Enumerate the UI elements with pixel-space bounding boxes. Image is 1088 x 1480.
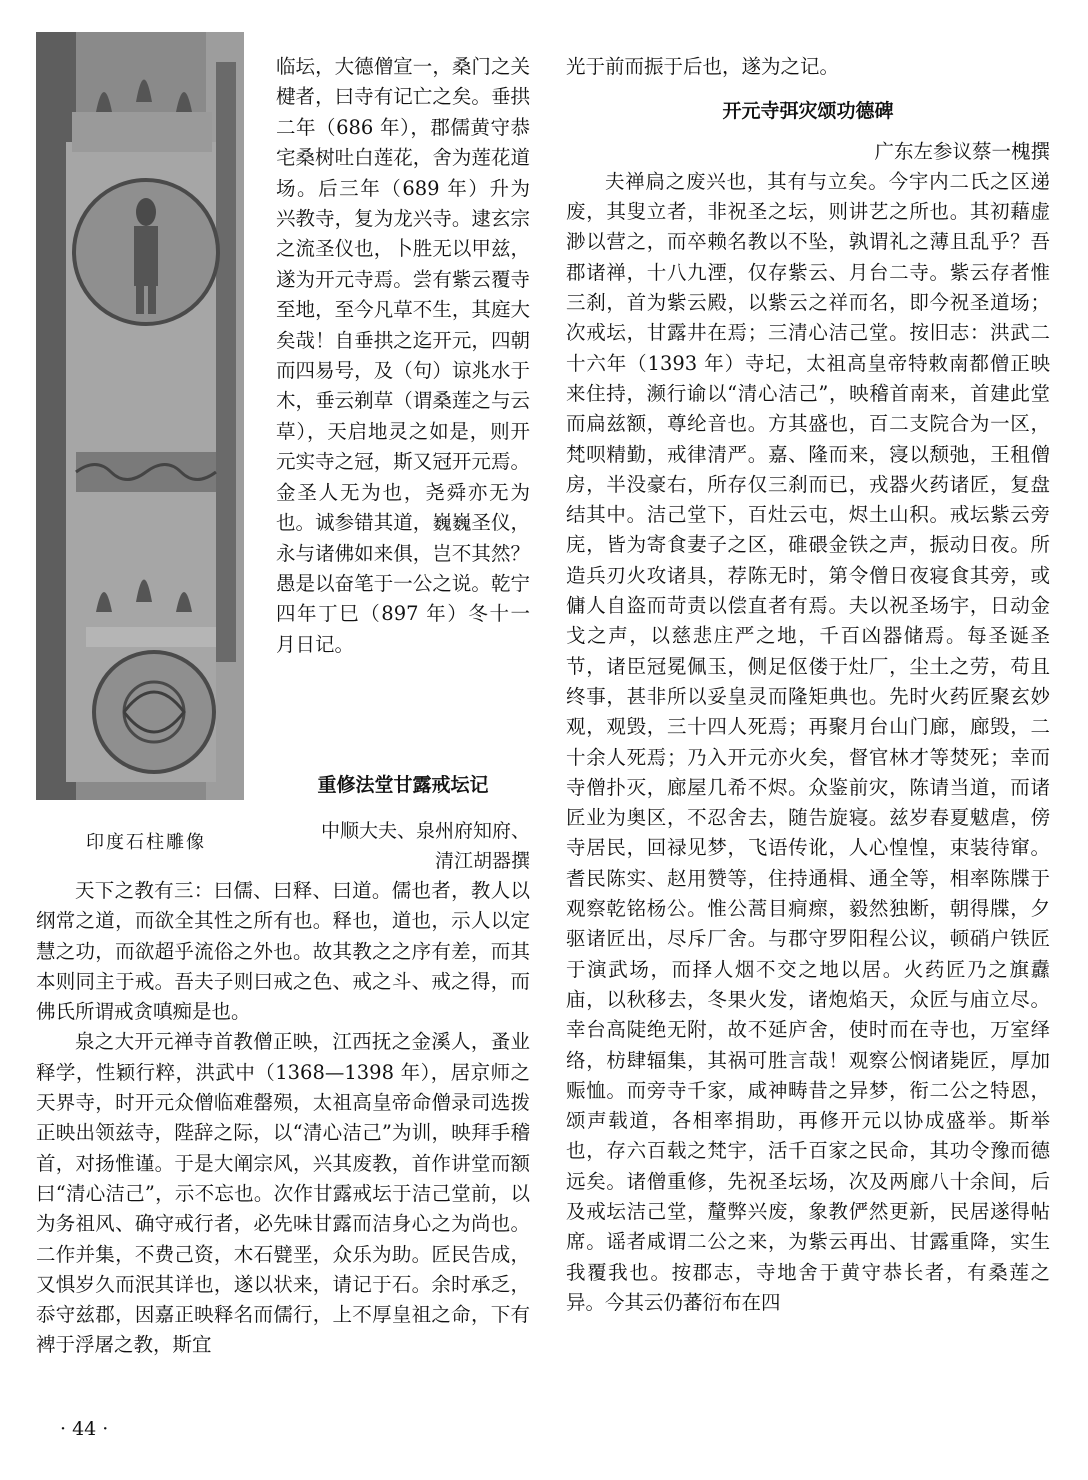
section-author xyxy=(276,816,530,876)
stele-paragraph: 夫禅扃之废兴也，其有与立矣。今宇内二氏之区递废，其叟立者，非祝圣之坛，则讲艺之所也。其初藉虚渺以营之，而卒赖名教以不坠，孰谓礼之薄且乱乎？吾郡诸禅，十八九湮，仅存紫云、月台二寺。紫云存者惟三刹，首为紫云殿，以紫云之祥而名，即今祝圣道场；次戒坛，甘露井在焉；三清心洁己堂。按旧志：洪武二十六年（1393 年）寺圮，太祖高皇帝特敕南都僧正映来住持，濒行谕以“清心洁己”，映稽首南来，首建此堂而扁兹额，尊纶音也。方其盛也，百二支院合为一区，梵呗精勤，戒律清严。嘉、隆而来，寖以颓弛，王租僧房，半没豪右，所存仅三刹而已，戎器火药诸匠，复盘结其中。洁己堂下，百灶云屯，烬土山积。戒坛紫云旁庑，皆为寄食妻子之区，碓碨金铁之声，振动日夜。所造兵刃火攻诸具，荐陈无时，第令僧日夜寝食其旁，或傭人自盗而苛责以偿直者有焉。夫以祝圣场宇，日动金戈之声，以慈悲庄严之地，千百凶器储焉。每圣诞圣节，诸臣冠冕佩玉，侧足伛偻于灶厂，尘土之劳，苟且终事，甚非所以妥皇灵而隆矩典也。先时火药匠聚玄妙观，观毁，三十四人死焉；再聚月台山门廊，廊毁，二十余人死焉；乃入开元亦火矣，督官林才等焚死；幸而寺僧扑灭，廊屋几希不烬。众鉴前灾，陈请当道，而诸匠业为奥区，不忍舍去，随告旋寝。兹岁春夏魃虐，傍寺居民，回禄见梦，飞语传讹，人心惶惶，束装待窜。耆民陈实、赵用赞等，住持通楫、通全等，相率陈牒于观察乾铭杨公。惟公蒿目痌瘝，毅然独断，朝得牒，夕驱诸匠出，尽斥厂舍。与郡守罗阳程公议，顿硝户铁匠于演武场，而择人烟不交之地以居。火药匠乃之旗纛庙，以秋移去，冬果火发，诸炮焰天，众匠与庙立尽。幸台高陡绝无附，故不延庐舍，使时而在寺也，万室绎络，枋肆辐集，其祸可胜言哉！观察公悯诸毙匠，厚加赈恤。而旁寺千家，咸神畴昔之异梦，衔二公之特恩，颂声载道，各相率捐助，再修开元以协成盛举。斯举也，存六百载之梵宇，活千百家之民命，其功令豫而德远矣。诸僧重修，先祝圣坛场，次及两廊八十余间，后及戒坛洁己堂，釐弊兴废，象教俨然更新，民居遂得帖席。谣者咸谓二公之来，为紫云再出、甘露重降，实生我覆我也。按郡志，寺地舍于黄守恭长者，有桑莲之异。今其云仍蕃衍布在四 xyxy=(566,169,1050,1314)
right-column xyxy=(566,52,1050,1318)
page-number: · 44 · xyxy=(60,1418,109,1440)
author-line-2: 清江胡器撰 xyxy=(434,850,530,872)
section-title-restore-dharma-hall: 重修法堂甘露戒坛记 xyxy=(317,774,489,796)
body-paragraph: 天下之教有三：曰儒、曰释、曰道。儒也者，教人以纲常之道，而欲全其性之所有也。释也，道也，示人以定慧之功，而欲超乎流俗之外也。故其教之之序有差，而其本则同主于戒。吾夫子则曰戒之色、戒之斗、戒之得，而佛氏所谓戒贪嗔痴是也。 xyxy=(36,879,530,1024)
middle-paragraph: 临坛，大德僧宣一，桑门之关楗者，曰寺有记亡之矣。垂拱二年（686 年），郡儒黄守恭宅桑树吐白莲花，舍为莲花道场。后三年（689 年）升为兴教寺，复为龙兴寺。逮玄宗之流圣仪也，卜胜无以甲兹，遂为开元寺焉。尝有紫云覆寺至地，至今凡草不生，其庭大矣哉！自垂拱之迄开元，四朝而四易号，及（句）谅兆水于木，垂云剃草（谓桑莲之与云草），天启地灵之如是，则开元实寺之冠，斯又冠开元焉。金圣人无为也，尧舜亦无为也。诚参错其道，巍巍圣仪，永与诸佛如来俱，岂不其然？愚是以奋笔于一公之说。乾宁四年丁巳（897 年）冬十一月日记。 xyxy=(276,55,530,656)
body-paragraph: 泉之大开元禅寺首教僧正映，江西抚之金溪人，蚤业释学，性颖行粹，洪武中（1368—1398 年），居京师之天界寺，时开元众僧临难罄殒，太祖高皇帝命僧录司选拨正映出领兹寺，陛辞之际，以“清心洁己”为训，映拜手稽首，对扬惟谨。于是大阐宗风，兴其废教，首作讲堂而额曰“清心洁己”，示不忘也。次作甘露戒坛于洁己堂前，以为务祖风、确守戒行者，必先味甘露而洁身心之为尚也。二作并集，不费己资，木石甓垩，众乐为助。匠民告成，又惧岁久而泯其详也，遂以状来，请记于石。余时承乏，忝守兹郡，因嘉正映释名而儒行，上不厚皇祖之命，下有裨于浮屠之教，斯宜 xyxy=(36,1030,530,1357)
pillar-photo-art xyxy=(36,32,244,800)
section-title-kaiyuan-stele: 开元寺弭灾颂功德碑 xyxy=(722,100,894,123)
author-line-1: 中顺大夫、泉州府知府、 xyxy=(320,820,530,842)
stele-author: 广东左参议蔡一槐撰 xyxy=(874,139,1050,163)
middle-column xyxy=(276,52,530,660)
figure-caption: 印度石柱雕像 xyxy=(86,832,206,853)
pillar-photo xyxy=(36,32,244,800)
continuation-line: 光于前而振于后也，遂为之记。 xyxy=(566,55,840,78)
left-bottom-column xyxy=(36,876,530,1361)
